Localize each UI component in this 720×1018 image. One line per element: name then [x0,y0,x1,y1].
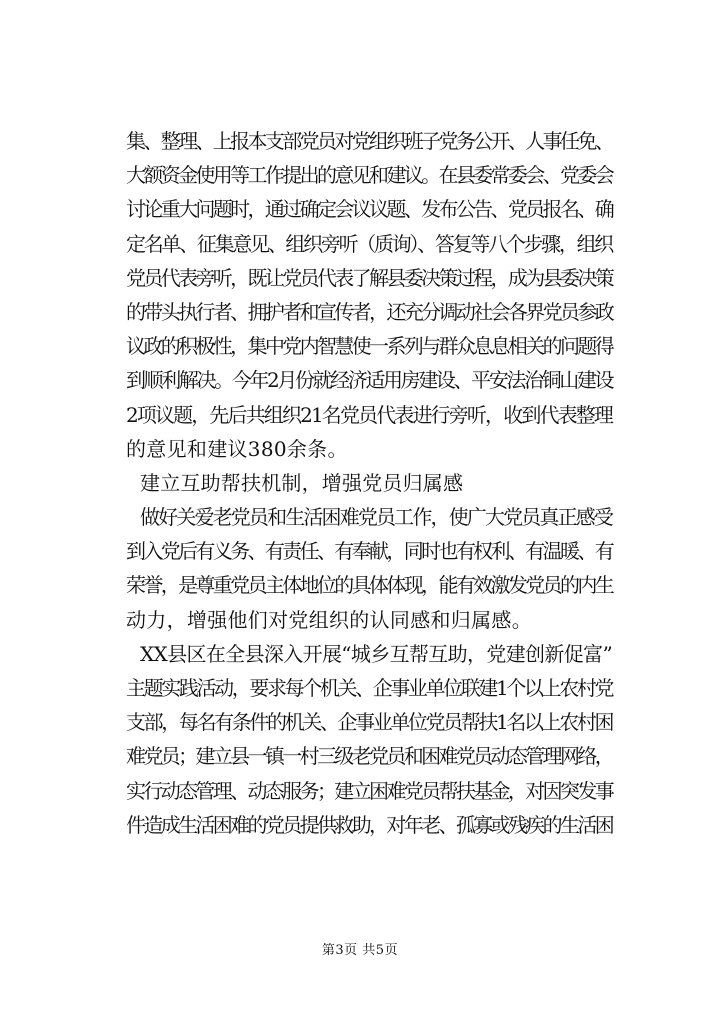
text-line: 做好关爱老党员和生活困难党员工作，使广大党员真正感受 [140,505,612,530]
paragraph-3 [126,637,612,842]
text-line: 的意见和建议380余条。 [126,436,348,461]
text-line: 动力，增强他们对党组织的认同感和归属感。 [126,607,532,632]
text-line: 党员代表旁听，既让党员代表了解县委决策过程，成为县委决策 [126,265,612,290]
text-line: 讨论重大问题时，通过确定会议议题、发布公告、党员报名、确 [126,197,612,222]
text-line: 荣誉，是尊重党员主体地位的具体体现，能有效激发党员的内生 [126,573,612,598]
text-line: 到顺利解决。今年2月份就经济适用房建设、平安法治铜山建设 [126,368,612,393]
text-line: 议政的积极性，集中党内智慧使一系列与群众息息相关的问题得 [126,334,612,359]
text-line: 2项议题，先后共组织21名党员代表进行旁听，收到代表整理 [126,402,612,427]
document-body [126,124,612,842]
text-line: 定名单、征集意见、组织旁听（质询）、答复等八个步骤，组织 [126,231,612,256]
paragraph-1 [126,124,612,466]
text-line: 主题实践活动，要求每个机关、企事业单位联建1个以上农村党 [126,676,612,700]
text-line: 集、整理、上报本支部党员对党组织班子党务公开、人事任免、 [126,129,612,153]
text-line: 大额资金使用等工作提出的意见和建议。在县委常委会、党委会 [126,163,612,188]
text-line: 的带头执行者、拥护者和宣传者，还充分调动社会各界党员参政 [126,299,612,324]
section-heading: 建立互助帮扶机制，增强党员归属感 [140,470,464,495]
text-line: XX县区在全县深入开展“城乡互帮互助，党建创新促富” [140,641,612,666]
text-line: 难党员；建立县一镇一村三级老党员和困难党员动态管理网络， [126,744,612,769]
text-line: 到入党后有义务、有责任、有奉献，同时也有权利、有温暖、有 [126,539,612,564]
text-line: 支部，每名有条件的机关、企事业单位党员帮扶1名以上农村困 [126,710,612,735]
text-line: 实行动态管理、动态服务；建立困难党员帮扶基金，对因突发事 [126,778,612,803]
paragraph-2 [126,500,612,637]
page-footer: 第3页 共5页 [321,943,399,958]
text-line: 件造成生活困难的党员提供救助，对年老、孤寡或残疾的生活困 [126,812,612,837]
